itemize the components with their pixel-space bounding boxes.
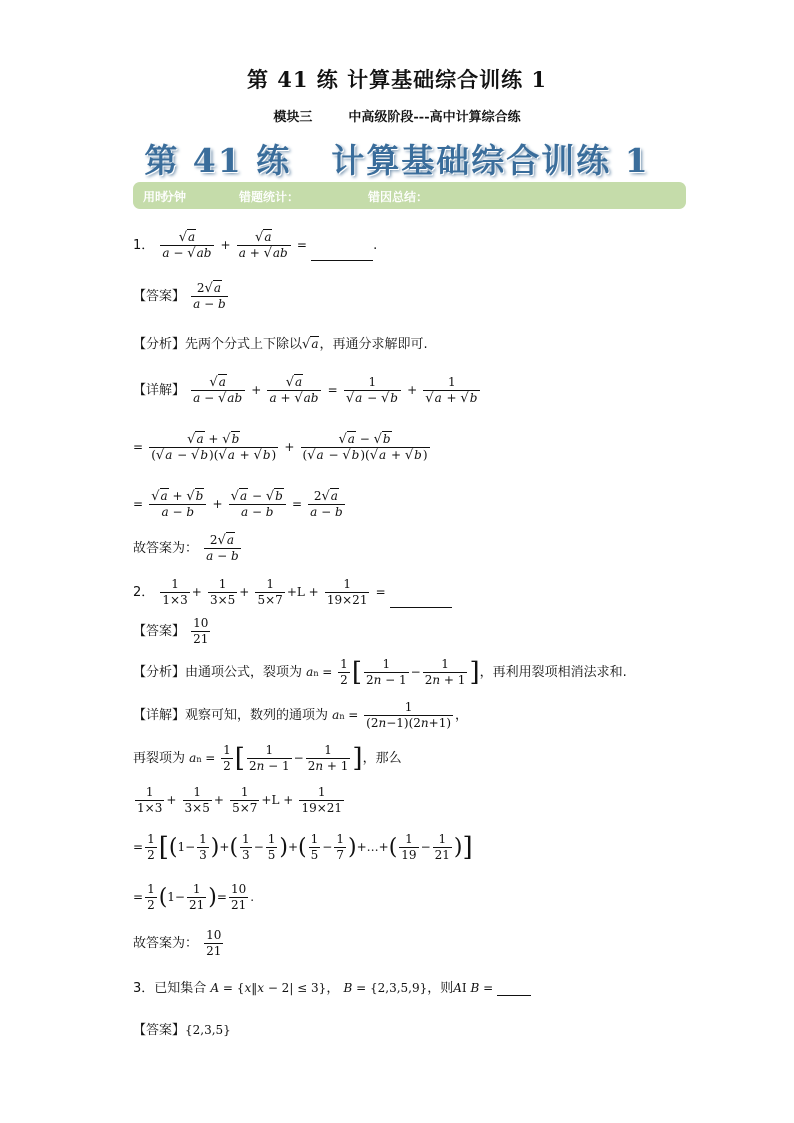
banner-left: 第 41 练	[144, 141, 292, 180]
answer-blank	[497, 995, 531, 996]
module-subtitle	[0, 106, 794, 125]
q1-step3: = $\frac{√a + √b}{a - b}$ + $\frac{√a - √b}{a - b}$ = $\frac{2√a}{a - b}$	[133, 489, 343, 519]
q1-answer: 【答案】 $\frac{2√a}{a - b}$	[133, 281, 226, 311]
q2-detail: 【详解】观察可知，数列的通项为 an = $\frac{1}{(2n-1)(2n+1)}$ ，	[133, 700, 469, 730]
q3-answer: 【答案】{2,3,5}	[133, 1023, 231, 1038]
answer-blank	[311, 260, 373, 261]
q2-analysis: 【分析】由通项公式，裂项为 an = $\frac{1}{2}$ [ $\frac{1}{2n - 1}$ − $\frac{1}{2n + 1}$ ]，再利用裂项相消法求和.	[133, 657, 627, 688]
q2-answer: 【答案】 $\frac{10}{21}$	[133, 616, 209, 646]
reasons-label: 错因总结：	[368, 190, 429, 204]
errors-label: 错题统计：	[239, 190, 300, 204]
stage-label: 中高级阶段---高中计算综合练	[348, 110, 521, 125]
module-label: 模块三	[273, 110, 313, 125]
fraction: $\frac{√a}{a + √ab}$	[237, 230, 291, 261]
q2-sum: $\frac{1}{1\times 3}$ + $\frac{1}{3\times 5}$ + $\frac{1}{5\times 7}$ +L + $\frac{1}{19\times 21}$	[137, 785, 343, 815]
q1-detail: 【详解】 $\frac{√a}{a - √ab}$ + $\frac{√a}{a + √ab}$ = $\frac{1}{√a - √b}$ + $\frac{1}{√a + √b}$	[133, 375, 482, 406]
q1-conclusion: 故答案为： $\frac{2√a}{a - b}$	[133, 533, 239, 563]
banner-right: 计算基础综合训练 1	[331, 141, 650, 180]
q2-conclusion: 故答案为： $\frac{10}{21}$	[133, 928, 222, 958]
time-label: 用时	[143, 190, 168, 204]
fraction: $\frac{√a}{a - √ab}$	[160, 230, 214, 261]
q1-analysis: 【分析】先两个分式上下除以√a，再通分求解即可.	[133, 337, 428, 352]
q2-step3: = $\frac{1}{2}$ (1− $\frac{1}{21}$ )= $\frac{10}{21}$ .	[133, 882, 255, 912]
q3-question: 3．已知集合 A = {x‖x − 2| ≤ 3}， B = {2,3,5,9}，则AI B =	[133, 977, 531, 996]
answer-blank	[390, 607, 452, 608]
q1-question: 1． $\frac{√a}{a - √ab}$ + $\frac{√a}{a + √ab}$ = .	[133, 230, 378, 261]
minutes-label: 分钟	[162, 190, 187, 204]
q1-step2: = $\frac{√a + √b}{(√a - √b)(√a + √b)}$ + $\frac{√a - √b}{(√a - √b)(√a + √b)}$	[133, 432, 428, 463]
page-title: 第 41 练 计算基础综合训练 1	[246, 67, 548, 92]
q2-step2: = $\frac{1}{2}$ [(1− $\frac{1}{3}$ )+( $\frac{1}{3}$ − $\frac{1}{5}$ )+( $\frac{1}{5}$ − $\frac{1}{7}$ )+…+( $\frac{1}{19}$ − $\frac{1}{21}$ )]	[133, 832, 473, 863]
record-bar	[133, 182, 686, 209]
q2-split: 再裂项为 an = $\frac{1}{2}$ [ $\frac{1}{2n - 1}$ − $\frac{1}{2n + 1}$ ]，那么	[133, 743, 402, 774]
q2-question: 2． $\frac{1}{1\times 3}$ + $\frac{1}{3\times 5}$ + $\frac{1}{5\times 7}$ +L + $\frac{1}{19\times 21}$ =	[133, 577, 452, 608]
banner-title	[0, 135, 794, 182]
